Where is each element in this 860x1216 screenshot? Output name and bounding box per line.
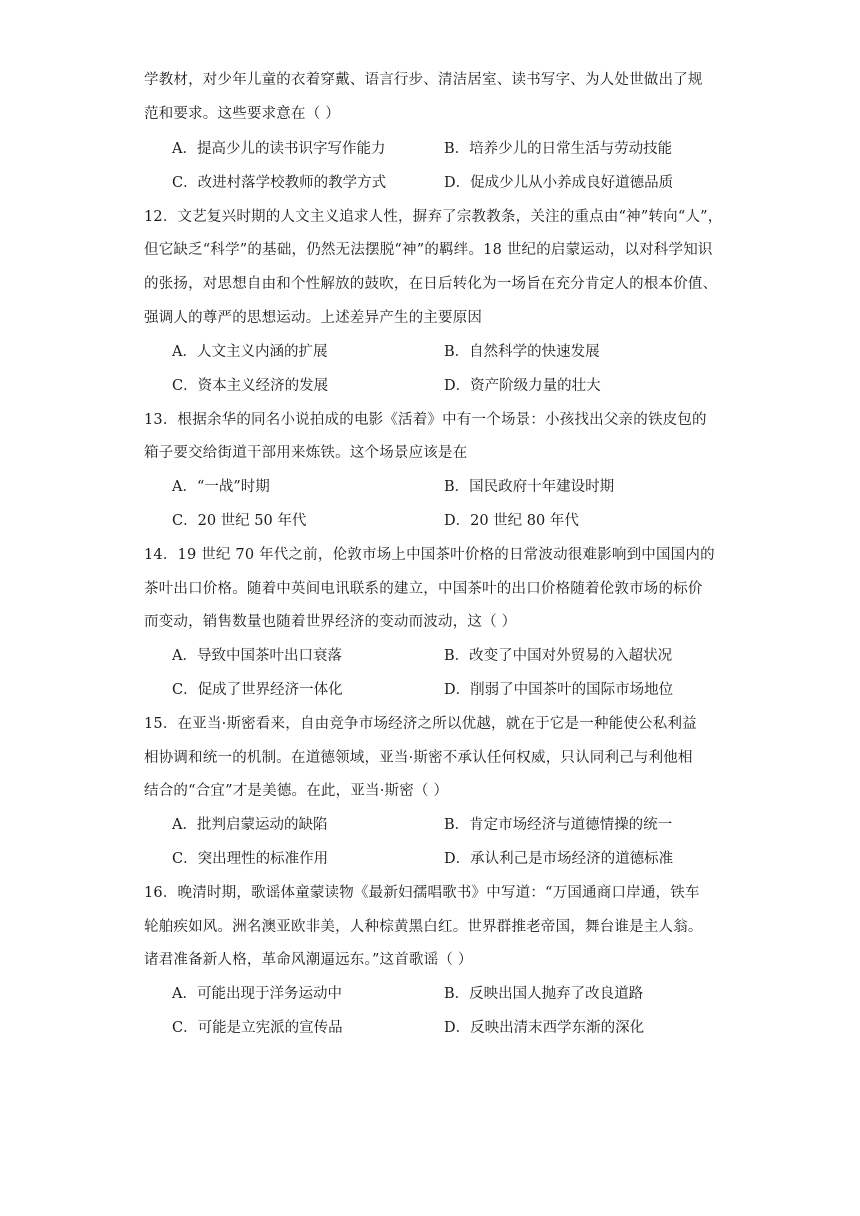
option-a[interactable]: A．可能出现于洋务运动中 <box>172 986 342 1002</box>
question-text-line: 轮舶疾如风。洲名澳亚欧非美，人种棕黄黑白红。世界群推老帝国，舞台谁是主人翁。 <box>144 919 703 935</box>
option-c[interactable]: C．改进村落学校教师的教学方式 <box>172 175 387 191</box>
option-b[interactable]: B．肯定市场经济与道德情操的统一 <box>444 817 673 833</box>
option-d[interactable]: D．资产阶级力量的壮大 <box>444 378 601 394</box>
question-text-line: 范和要求。这些要求意在（ ） <box>144 106 340 122</box>
option-c[interactable]: C．突出理性的标准作用 <box>172 851 329 867</box>
option-d[interactable]: D．20 世纪 80 年代 <box>444 513 579 529</box>
question-text-line: 学教材，对少年儿童的衣着穿戴、语言行步、清洁居室、读书写字、为人处世做出了规 <box>144 72 703 88</box>
option-b[interactable]: B．反映出国人抛弃了改良道路 <box>444 986 644 1002</box>
option-b[interactable]: B．国民政府十年建设时期 <box>444 479 615 495</box>
option-a[interactable]: A．批判启蒙运动的缺陷 <box>172 817 328 833</box>
option-a[interactable]: A．“一战”时期 <box>172 479 270 495</box>
question-text-line: 13．根据余华的同名小说拍成的电影《活着》中有一个场景：小孩找出父亲的铁皮包的 <box>144 412 707 428</box>
option-d[interactable]: D．促成少儿从小养成良好道德品质 <box>444 175 674 191</box>
option-c[interactable]: C．可能是立宪派的宣传品 <box>172 1020 343 1036</box>
question-text-line: 强调人的尊严的思想运动。上述差异产生的主要原因 <box>144 310 483 326</box>
option-b[interactable]: B．自然科学的快速发展 <box>444 344 600 360</box>
option-a[interactable]: A．导致中国茶叶出口衰落 <box>172 648 342 664</box>
question-text-line: 相协调和统一的机制。在道德领域，亚当·斯密不承认任何权威，只认同利己与利他相 <box>144 750 693 766</box>
option-a[interactable]: A．提高少儿的读书识字写作能力 <box>172 141 386 157</box>
option-c[interactable]: C．资本主义经济的发展 <box>172 378 329 394</box>
option-b[interactable]: B．培养少儿的日常生活与劳动技能 <box>444 141 673 157</box>
option-a[interactable]: A．人文主义内涵的扩展 <box>172 344 328 360</box>
question-text-line: 而变动，销售数量也随着世界经济的变动而波动，这（ ） <box>144 614 517 630</box>
question-text-line: 茶叶出口价格。随着中英间电讯联系的建立，中国茶叶的出口价格随着伦敦市场的标价 <box>144 581 703 597</box>
option-d[interactable]: D．反映出清末西学东渐的深化 <box>444 1020 645 1036</box>
question-text-line: 结合的“合宜”才是美德。在此，亚当·斯密（ ） <box>144 783 449 799</box>
option-d[interactable]: D．削弱了中国茶叶的国际市场地位 <box>444 682 674 698</box>
option-b[interactable]: B．改变了中国对外贸易的入超状况 <box>444 648 673 664</box>
option-d[interactable]: D．承认利己是市场经济的道德标准 <box>444 851 674 867</box>
question-text-line: 14．19 世纪 70 年代之前，伦敦市场上中国茶叶价格的日常波动很难影响到中国国内的 <box>144 547 715 563</box>
question-text-line: 16．晚清时期，歌谣体童蒙读物《最新妇孺唱歌书》中写道：“万国通商口岸通，铁车 <box>144 885 700 901</box>
question-text-line: 的张扬，对思想自由和个性解放的鼓吹，在日后转化为一场旨在充分肯定人的根本价值、 <box>144 276 718 292</box>
question-text-line: 但它缺乏“科学”的基础，仍然无法摆脱“神”的羁绊。18 世纪的启蒙运动，以对科学知识 <box>144 242 713 258</box>
option-c[interactable]: C．促成了世界经济一体化 <box>172 682 343 698</box>
question-text-line: 15．在亚当·斯密看来，自由竞争市场经济之所以优越，就在于它是一种能使公私利益 <box>144 716 697 732</box>
question-text-line: 诸君准备新人格，革命风潮逼远东。”这首歌谣（ ） <box>144 952 473 968</box>
question-text-line: 12．文艺复兴时期的人文主义追求人性，摒弃了宗教教条，关注的重点由“神”转向“人”， <box>144 209 723 225</box>
question-text-line: 箱子要交给街道干部用来炼铁。这个场景应该是在 <box>144 445 468 461</box>
option-c[interactable]: C．20 世纪 50 年代 <box>172 513 307 529</box>
